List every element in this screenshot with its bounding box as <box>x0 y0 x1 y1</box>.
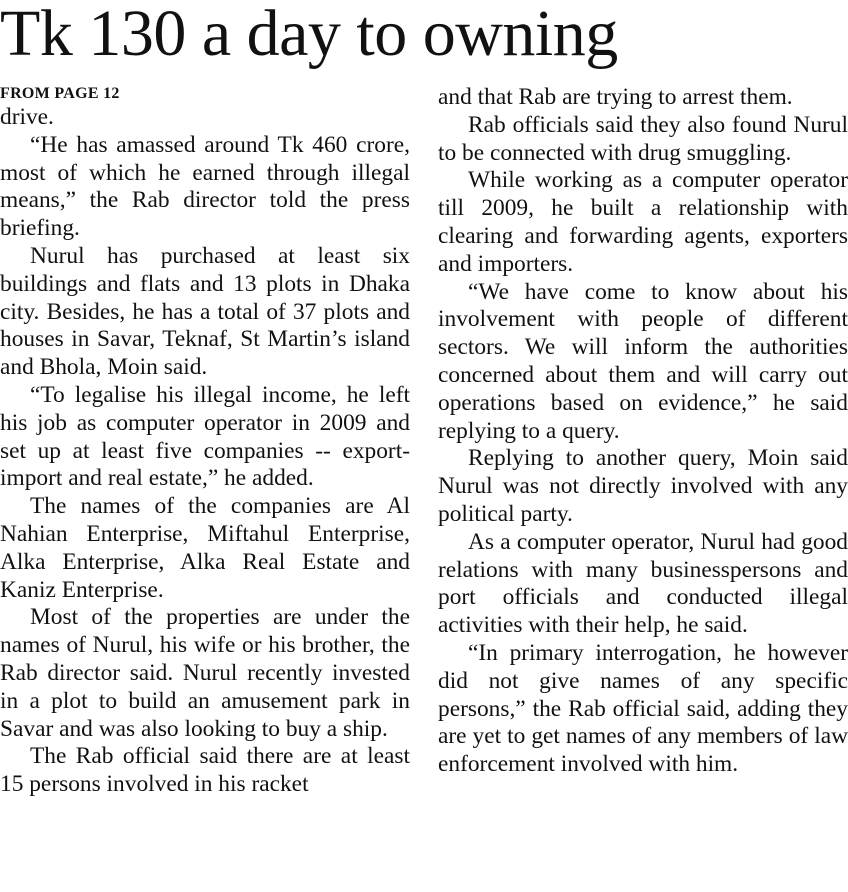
paragraph: “He has amassed around Tk 460 crore, most of which he earned through illegal means,” the Rab director told the press briefing. <box>0 131 410 242</box>
article-column-right <box>438 84 848 779</box>
paragraph: Nurul has purchased at least six buildings and flats and 13 plots in Dhaka city. Besides, he has a total of 37 plots and houses in Savar, Teknaf, St Martin’s island and Bhola, Moin said. <box>0 242 410 381</box>
paragraph: Replying to another query, Moin said Nurul was not directly involved with any political party. <box>438 445 848 527</box>
paragraph: The Rab official said there are at least 15 persons involved in his racket <box>0 743 410 798</box>
paragraph: “In primary interrogation, he however did not give names of any specific persons,” the Rab official said, adding they are yet to get names of any members of law enforcement involved with him. <box>438 639 848 778</box>
headline: Tk 130 a day to owning <box>0 0 618 70</box>
paragraph: Most of the properties are under the names of Nurul, his wife or his brother, the Rab director said. Nurul recently invested in a plot to build an amusement park in Savar and was also looking to buy a ship. <box>0 604 410 742</box>
paragraph: “To legalise his illegal income, he left his job as computer operator in 2009 and set up at least five companies -- export-import and real estate,” he added. <box>0 381 410 492</box>
paragraph: and that Rab are trying to arrest them. <box>438 84 793 110</box>
paragraph: drive. <box>0 104 54 130</box>
paragraph: As a computer operator, Nurul had good relations with many businesspersons and port officials and conducted illegal activities with their help, he said. <box>438 528 848 639</box>
paragraph: The names of the companies are Al Nahian Enterprise, Miftahul Enterprise, Alka Enterprise, Alka Real Estate and Kaniz Enterprise. <box>0 493 410 603</box>
paragraph: Rab officials said they also found Nurul to be connected with drug smuggling. <box>438 111 848 166</box>
article-column-left <box>0 84 410 799</box>
paragraph: While working as a computer operator till 2009, he built a relationship with clearing and forwarding agents, exporters and importers. <box>438 167 848 277</box>
paragraph: “We have come to know about his involvement with people of different sectors. We will inform the authorities concerned about them and will carry out operations based on evidence,” he said replying to a query. <box>438 278 848 444</box>
continuation-label: FROM PAGE 12 <box>0 85 120 102</box>
